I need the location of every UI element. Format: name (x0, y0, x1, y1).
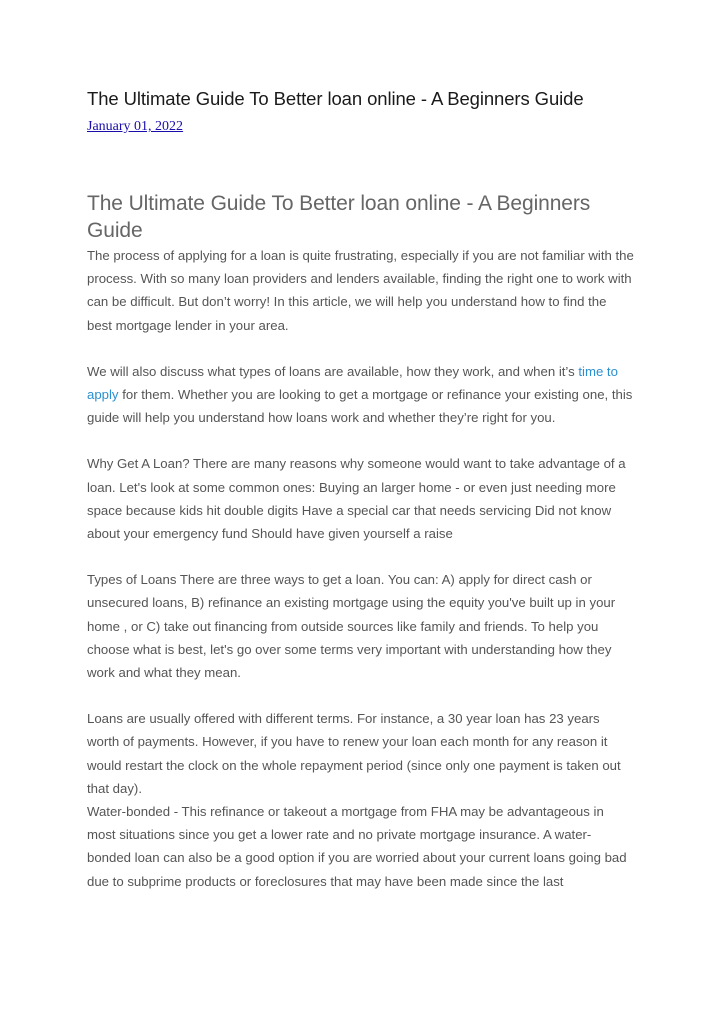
paragraph-text: for them. Whether you are looking to get a mortgage or refinance your existing one, this guide will help you understand how loans work and whether they’re right for you. (87, 387, 633, 426)
document-title: The Ultimate Guide To Better loan online - A Beginners Guide (87, 88, 584, 109)
paragraph-intro: The process of applying for a loan is quite frustrating, especially if you are not familiar with the process. With so many loan providers and lenders available, finding the right one to work with can be difficult. But don’t worry! In this article, we will help you understand how to find the best mortgage lender in your area. (87, 248, 634, 333)
paragraph-why-get-loan: Why Get A Loan? There are many reasons why someone would want to take advantage of a loan. Let's look at some common ones: Buying an larger home - or even just needing more space because kids hit double digits Have a special car that needs servicing Did not know about your emergency fund Should have given yourself a raise (87, 456, 626, 542)
paragraph-types-of-loans: Types of Loans There are three ways to get a loan. You can: A) apply for direct cash or unsecured loans, B) refinance an existing mortgage using the equity you've built up in your home , or C) take out financing from outside sources like family and friends. To help you choose what is best, let's go over some terms very important with understanding how they work and what they mean. (87, 572, 616, 681)
paragraph-text: We will also discuss what types of loans are available, how they work, and when it’s (87, 363, 579, 379)
time-to-apply-link[interactable]: time to apply (87, 363, 618, 403)
article-body (87, 190, 635, 893)
paragraph-loan-terms: Loans are usually offered with different terms. For instance, a 30 year loan has 23 years worth of payments. However, if you have to renew your loan each month for any reason it would restart the clock on the whole repayment period (since only one payment is taken out that day). (87, 711, 621, 796)
publish-date-link[interactable]: January 01, 2022 (87, 119, 184, 134)
article-heading: The Ultimate Guide To Better loan online - A Beginners Guide (87, 192, 591, 242)
paragraph-types-overview (87, 360, 635, 430)
paragraph-water-bonded: Water-bonded - This refinance or takeout a mortgage from FHA may be advantageous in most situations since you get a lower rate and no private mortgage insurance. A water-bonded loan can also be a good option if you are worried about your current loans going bad due to subprime products or foreclosures that may have been made since the last (87, 804, 627, 889)
